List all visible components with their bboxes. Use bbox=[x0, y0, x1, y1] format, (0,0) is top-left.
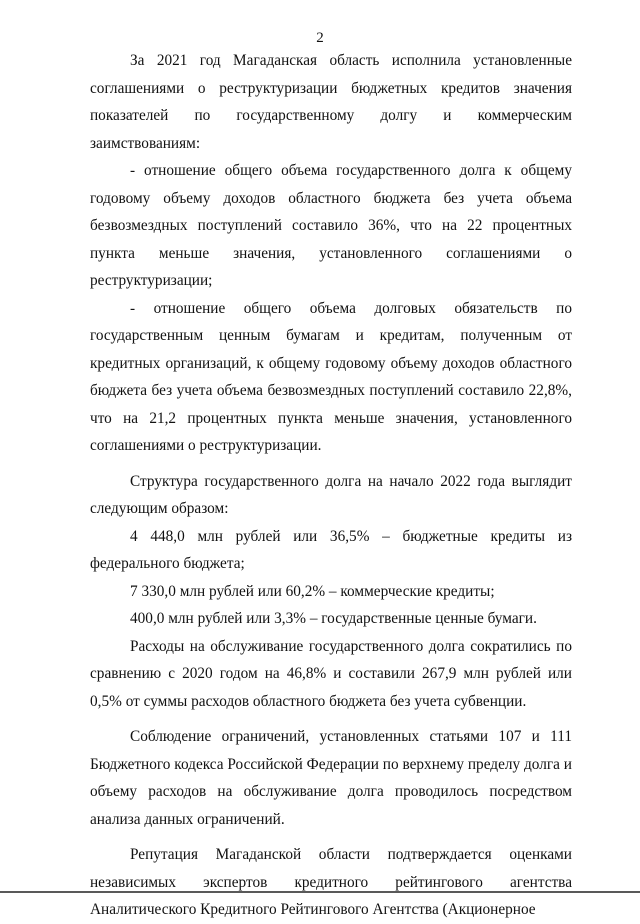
paragraph-commercial-credits: 7 330,0 млн рублей или 60,2% – коммерческие кредиты; bbox=[130, 582, 495, 600]
paragraph-servicing-costs: Расходы на обслуживание государственного долга сократились по сравнению с 2020 годом на 46,8% и составили 267,9 млн рублей или 0,5% от суммы расходов областного бюджета без учета субвенции. bbox=[90, 637, 572, 710]
paragraph-intro: За 2021 год Магаданская область исполнила установленные соглашениями о реструктуризации бюджетных кредитов значения показателей по государственному долгу и коммерческим заимствованиям: bbox=[90, 52, 572, 152]
bottom-scan-edge bbox=[0, 891, 640, 893]
paragraph-limits: Соблюдение ограничений, установленных статьями 107 и 111 Бюджетного кодекса Российской Федерации по верхнему пределу долга и объему расходов на обслуживание долга проводилось посредством анализа данных ограничений. bbox=[90, 728, 572, 828]
paragraph-debt-structure: Структура государственного долга на начало 2022 года выглядит следующим образом: bbox=[90, 472, 572, 517]
document-body bbox=[90, 47, 572, 924]
paragraph-securities: 400,0 млн рублей или 3,3% – государственные ценные бумаги. bbox=[130, 610, 537, 627]
paragraph-debt-ratio: - отношение общего объема государственного долга к общему годовому объему доходов областного бюджета без учета объема безвозмездных поступлений составило 36%, что на 22 процентных пункта меньше значения, установленного соглашениями о реструктуризации; bbox=[90, 162, 572, 289]
paragraph-obligations-ratio: - отношение общего объема долговых обязательств по государственным ценным бумагам и кредитам, полученным от кредитных организаций, к общему годовому объему доходов областного бюджета без учета объема безвозмездных поступлений составило 22,8%, что на 21,2 процентных пункта меньше значения, установленного соглашениями о реструктуризации. bbox=[90, 299, 572, 454]
paragraph-budget-credits: 4 448,0 млн рублей или 36,5% – бюджетные кредиты из федерального бюджета; bbox=[90, 527, 572, 572]
paragraph-reputation: Репутация Магаданской области подтверждается оценками независимых экспертов кредитного рейтингового агентства Аналитического Кредитного Рейтингового Агентства (Акционерное bbox=[90, 846, 572, 918]
page-number: 2 bbox=[316, 30, 324, 46]
